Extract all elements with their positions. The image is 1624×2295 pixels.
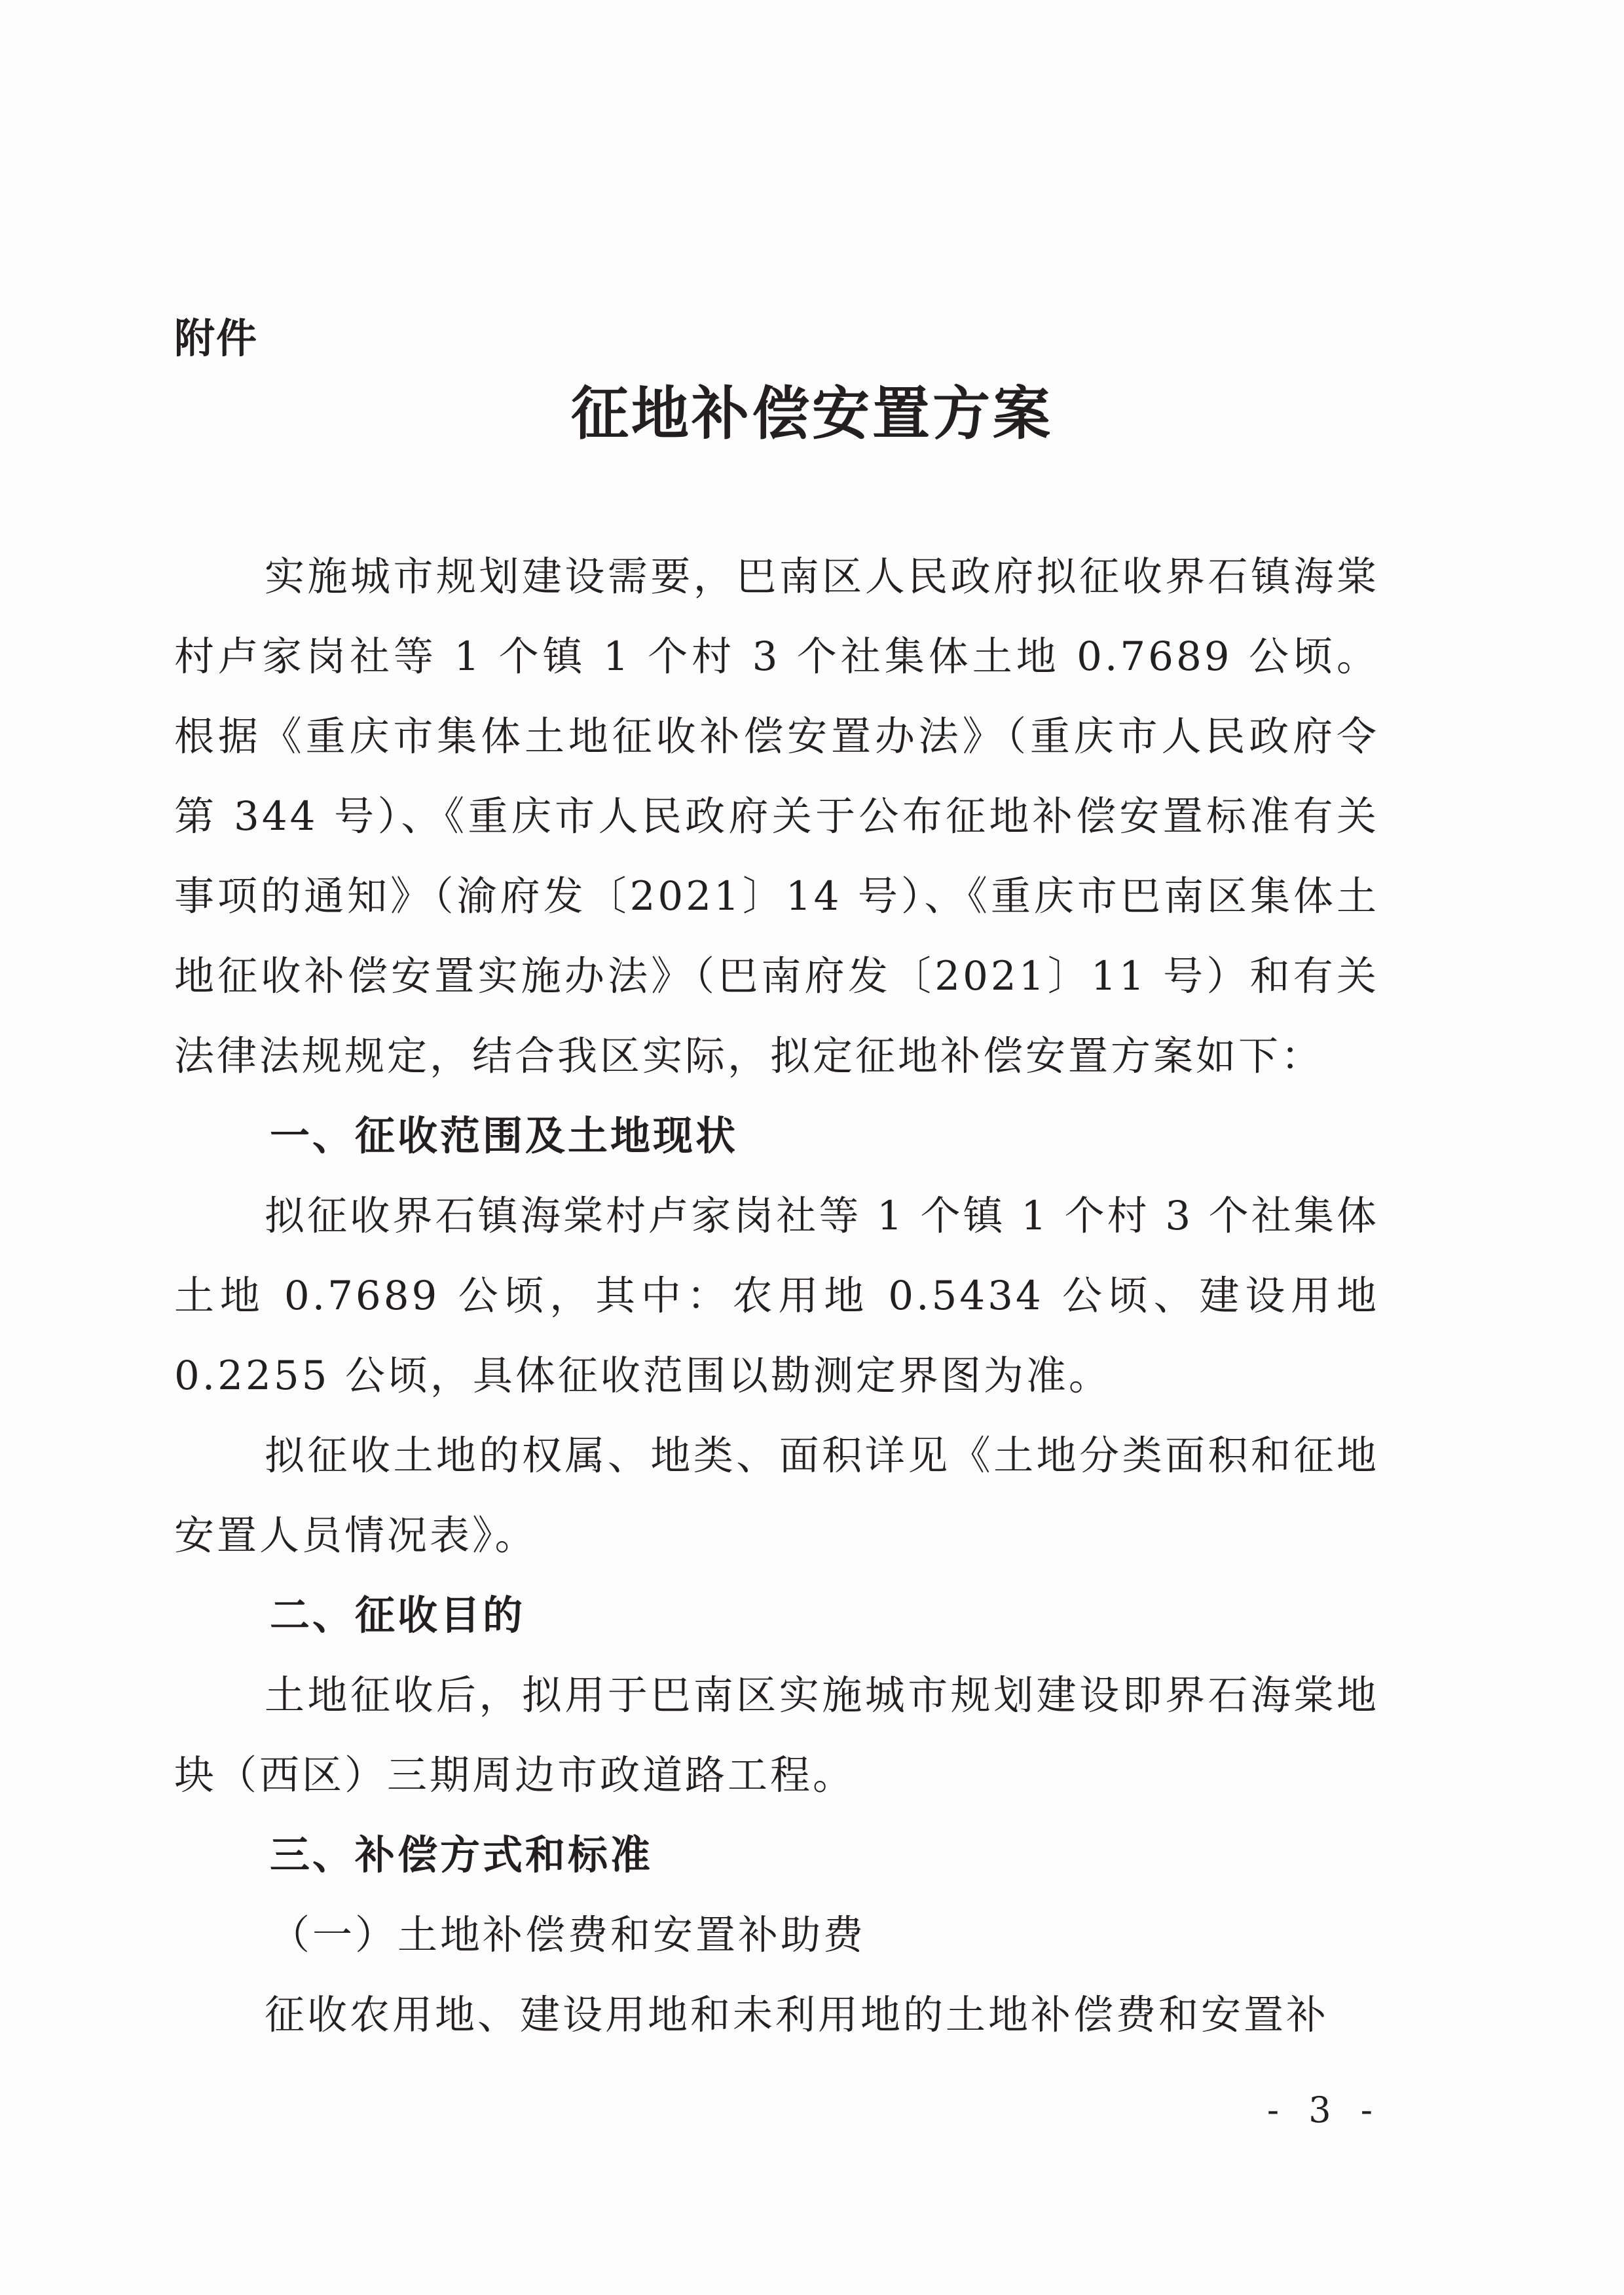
compensation-paragraph: 征收农用地、建设用地和未利用地的土地补偿费和安置补	[265, 1992, 1329, 2038]
document-title: 征地补偿安置方案	[570, 380, 1053, 447]
page-number: - 3 -	[1266, 2089, 1382, 2131]
scope-paragraph: 拟征收界石镇海棠村卢家岗社等 1 个镇 1 个村 3 个社集体土地 0.7689 公顷，其中：农用地 0.5434 公顷、建设用地 0.2255 公顷，具体征收范围以勘测定界图为准。	[174, 1193, 1379, 1399]
purpose-paragraph: 土地征收后，拟用于巴南区实施城市规划建设即界石海棠地块（西区）三期周边市政道路工程。	[174, 1672, 1379, 1799]
intro-paragraph: 实施城市规划建设需要，巴南区人民政府拟征收界石镇海棠村卢家岗社等 1 个镇 1 个村 3 个社集体土地 0.7689 公顷。根据《重庆市集体土地征收补偿安置办法》（重庆市人民政府令第 344 号）、《重庆市人民政府关于公布征地补偿安置标准有关事项的通知》（渝府发〔2021〕14 号）、《重庆市巴南区集体土地征收补偿安置实施办法》（巴南府发〔2021〕11 号）和有关法律法规规定，结合我区实际，拟定征地补偿安置方案如下：	[174, 553, 1379, 1079]
section-heading-1: 一、征收范围及土地现状	[270, 1113, 739, 1159]
subsection-heading-1: （一）土地补偿费和安置补助费	[270, 1912, 866, 1958]
section-heading-3: 三、补偿方式和标准	[270, 1832, 654, 1878]
document-body	[174, 537, 1379, 2055]
attachment-label: 附件	[174, 314, 259, 362]
ownership-paragraph: 拟征收土地的权属、地类、面积详见《土地分类面积和征地安置人员情况表》。	[174, 1432, 1379, 1559]
section-heading-2: 二、征收目的	[270, 1592, 526, 1639]
